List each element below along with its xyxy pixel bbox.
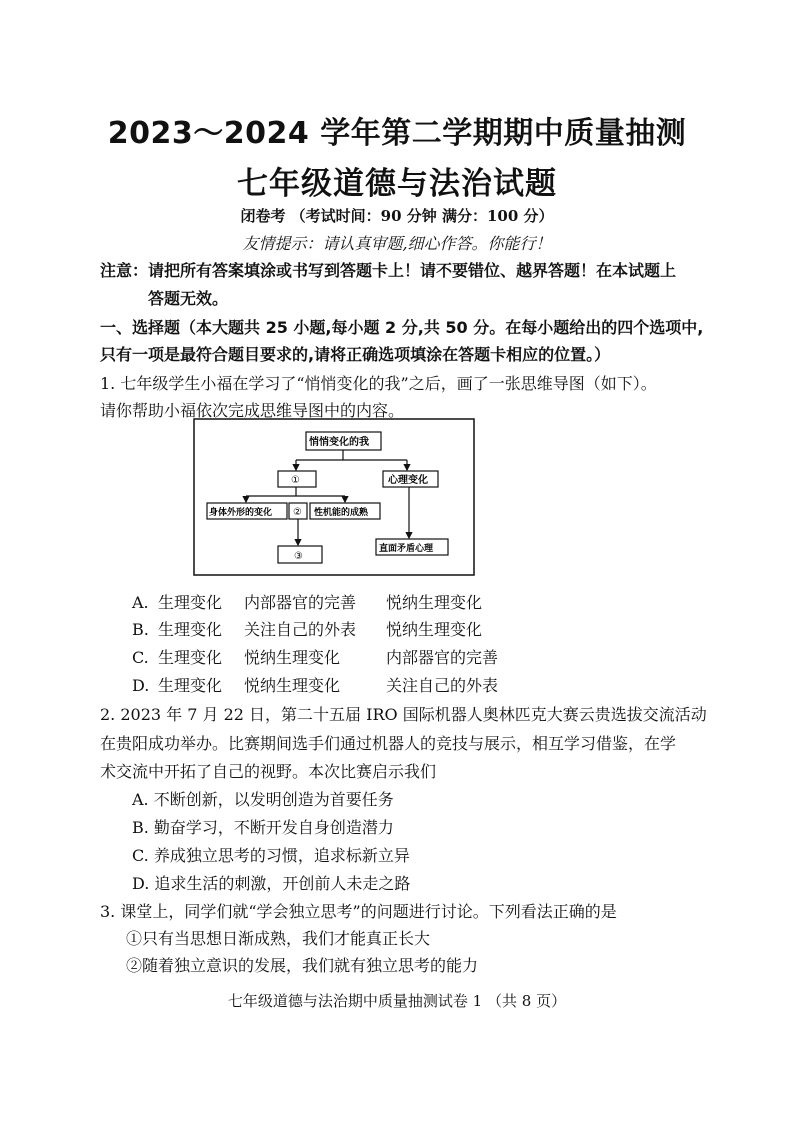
option-letter: A. bbox=[132, 593, 149, 612]
option-part: 生理变化 bbox=[158, 593, 223, 612]
psych-label: 心理变化 bbox=[388, 475, 428, 486]
exam-info: 闭卷考 （考试时间：90 分钟 满分：100 分） bbox=[240, 207, 554, 225]
option-letter: D. bbox=[132, 676, 150, 695]
mind-map-diagram bbox=[193, 418, 475, 576]
q1-option-c bbox=[132, 645, 498, 668]
option-part: 内部器官的完善 bbox=[386, 648, 499, 667]
option-part: 生理变化 bbox=[158, 676, 223, 695]
notice-line-1: 注意：请把所有答案填涂或书写到答题卡上！请不要错位、越界答题！在本试题上 bbox=[100, 261, 677, 280]
q1-option-d bbox=[132, 673, 498, 696]
q3-stem: 3. 课堂上，同学们就“学会独立思考”的问题进行讨论。下列看法正确的是 bbox=[100, 902, 617, 921]
q2-option-d: D. 追求生活的刺激，开创前人未走之路 bbox=[132, 874, 411, 893]
option-part: 悦纳生理变化 bbox=[386, 620, 483, 639]
q2-stem-line-2: 在贵阳成功举办。比赛期间选手们通过机器人的竞技与展示，相互学习借鉴，在学 bbox=[100, 734, 677, 753]
contradiction-label: 直面矛盾心理 bbox=[379, 544, 434, 554]
exam-title: 2023～2024 学年第二学期期中质量抽测 bbox=[107, 116, 687, 151]
q1-option-a bbox=[132, 590, 482, 613]
q2-stem-line-1: 2. 2023 年 7 月 22 日，第二十五届 IRO 国际机器人奥林匹克大赛云贵选拔交流活动 bbox=[100, 705, 707, 724]
root-label: 悄悄变化的我 bbox=[309, 437, 369, 448]
node-1-label: ① bbox=[291, 475, 300, 486]
option-letter: B. bbox=[132, 620, 149, 639]
section-heading-line-2: 只有一项是最符合题目要求的,请将正确选项填涂在答题卡相应的位置。） bbox=[100, 345, 611, 364]
friendly-tip: 友情提示：请认真审题,细心作答。你能行！ bbox=[242, 234, 552, 253]
notice-line-2: 答题无效。 bbox=[148, 289, 229, 308]
option-part: 关注自己的外表 bbox=[244, 620, 357, 639]
option-part: 悦纳生理变化 bbox=[244, 676, 341, 695]
q2-option-a: A. 不断创新，以发明创造为首要任务 bbox=[132, 790, 394, 809]
q1-option-b bbox=[132, 617, 482, 640]
option-letter: C. bbox=[132, 648, 149, 667]
option-part: 关注自己的外表 bbox=[386, 676, 499, 695]
node-2-label: ② bbox=[293, 507, 302, 518]
q3-item-2: ②随着独立意识的发展，我们就有独立思考的能力 bbox=[126, 956, 479, 975]
q3-item-1: ①只有当思想日渐成熟，我们才能真正长大 bbox=[126, 929, 431, 948]
q1-stem-line-1: 1. 七年级学生小福在学习了“悄悄变化的我”之后，画了一张思维导图（如下）。 bbox=[100, 374, 657, 393]
q2-stem-line-3: 术交流中开拓了自己的视野。本次比赛启示我们 bbox=[100, 762, 437, 781]
q2-option-c: C. 养成独立思考的习惯，追求标新立异 bbox=[132, 846, 410, 865]
option-part: 内部器官的完善 bbox=[244, 593, 357, 612]
section-heading-line-1: 一、选择题（本大题共 25 小题,每小题 2 分,共 50 分。在每小题给出的四个选项中, bbox=[100, 318, 704, 337]
q1-stem-line-2: 请你帮助小福依次完成思维导图中的内容。 bbox=[100, 401, 405, 420]
page-footer: 七年级道德与法治期中质量抽测试卷 1 （共 8 页） bbox=[227, 992, 567, 1010]
exam-subtitle: 七年级道德与法治试题 bbox=[237, 166, 557, 202]
sex-maturity-label: 性机能的成熟 bbox=[314, 508, 369, 518]
option-part: 悦纳生理变化 bbox=[386, 593, 483, 612]
option-part: 生理变化 bbox=[158, 648, 223, 667]
node-3-label: ③ bbox=[294, 551, 303, 562]
q2-option-b: B. 勤奋学习，不断开发自身创造潜力 bbox=[132, 818, 394, 837]
option-part: 生理变化 bbox=[158, 620, 223, 639]
body-change-label: 身体外形的变化 bbox=[209, 508, 273, 518]
option-part: 悦纳生理变化 bbox=[244, 648, 341, 667]
